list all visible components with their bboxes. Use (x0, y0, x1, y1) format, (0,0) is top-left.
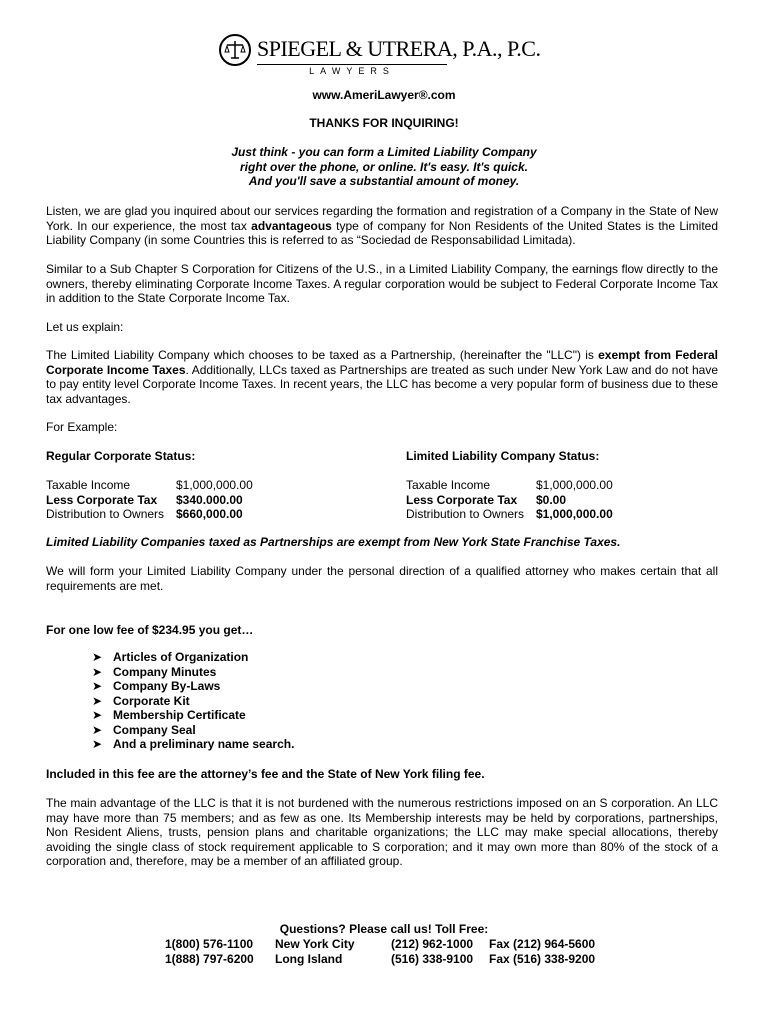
list-item: ➤ Company Minutes (92, 664, 217, 679)
list-item: ➤ Membership Certificate (92, 708, 246, 722)
list-item: ➤ Company By-Laws (92, 679, 221, 693)
tagline-line-2: right over the phone, or online. It's easy. It's quick. (240, 159, 528, 174)
tagline (0, 145, 768, 189)
contact-heading: Questions? Please call us! Toll Free: (279, 922, 489, 936)
thanks-heading: THANKS FOR INQUIRING! (309, 116, 459, 130)
attorney-paragraph: We will form your Limited Liability Company under the personal direction of a qualified attorney who makes certain that all requirements are met. (46, 564, 718, 593)
firm-name: SPIEGEL & UTRERA, P.A., P.C. (257, 36, 541, 61)
firm-logo (215, 30, 541, 78)
website-link[interactable]: www.AmeriLawyer®.com (312, 88, 456, 102)
explain-line: Let us explain: (46, 320, 124, 334)
contact-row: 1(800) 576-1100 New York City (212) 962-1000 Fax (212) 964-5600 (165, 937, 596, 951)
tagline-line-3: And you'll save a substantial amount of money. (248, 174, 520, 188)
office-phone[interactable]: (516) 338-9100 (391, 951, 474, 966)
logo-divider (257, 64, 447, 65)
tagline-line-1: Just think - you can form a Limited Liability Company (231, 145, 537, 159)
s-corp-paragraph: Similar to a Sub Chapter S Corporation for Citizens of the U.S., in a Limited Liability Company, the earnings flow directly to the owners, thereby eliminating Corporate Income Taxes. A regular corporation would be subject to Federal Corporate Income Tax in addition to the State Corporate Income Tax. (46, 262, 718, 305)
arrow-bullet-icon: ➤ (92, 679, 103, 693)
arrow-bullet-icon: ➤ (92, 693, 103, 708)
list-item: ➤ Articles of Organization (92, 650, 249, 664)
fee-included-note: Included in this fee are the attorney’s fee and the State of New York filing fee. (46, 767, 485, 781)
table-row: Taxable Income $1,000,000.00 (406, 478, 613, 492)
fee-heading: For one low fee of $234.95 you get… (46, 623, 254, 637)
toll-free-number[interactable]: 1(800) 576-1100 (165, 937, 254, 951)
firm-subtitle: LAWYERS (309, 66, 395, 76)
arrow-bullet-icon: ➤ (92, 737, 103, 751)
scales-of-justice-icon (219, 34, 251, 66)
table-row: Taxable Income $1,000,000.00 (46, 478, 253, 492)
arrow-bullet-icon: ➤ (92, 708, 103, 722)
contact-row: 1(888) 797-6200 Long Island (516) 338-9100 Fax (516) 338-9200 (165, 951, 596, 966)
table-row: Less Corporate Tax $0.00 (406, 492, 567, 507)
llc-status-table (406, 449, 613, 522)
office-phone[interactable]: (212) 962-1000 (391, 937, 474, 951)
included-items-list (92, 650, 294, 752)
llc-status-heading: Limited Liability Company Status: (406, 449, 600, 463)
example-label: For Example: (46, 420, 118, 434)
regular-corp-heading: Regular Corporate Status: (46, 449, 196, 463)
list-item: ➤ Corporate Kit (92, 693, 190, 708)
contact-table (165, 937, 595, 966)
intro-paragraph: Listen, we are glad you inquired about our services regarding the formation and registration of a Company in the State of New York. In our experience, the most tax advantageous type of company for Non Residents of the United States is the Limited Liability Company (in some Countries this is referred to as “Sociedad de Responsabilidad Limitada). (46, 204, 719, 247)
arrow-bullet-icon: ➤ (92, 650, 103, 664)
table-row: Less Corporate Tax $340.000.00 (46, 492, 243, 507)
franchise-tax-note: Limited Liability Companies taxed as Partnerships are exempt from New York State Franchise Taxes. (46, 535, 621, 549)
llc-paragraph: The Limited Liability Company which chooses to be taxed as a Partnership, (hereinafter the "LLC") is exempt from Federal Corporate Income Taxes. Additionally, LLCs taxed as Partnerships are treated as such under New York Law and do not have to pay entity level Corporate Income Taxes. In recent years, the LLC has become a very popular form of business due to these tax advantages. (46, 348, 718, 406)
regular-corp-table (46, 449, 253, 522)
arrow-bullet-icon: ➤ (92, 664, 103, 679)
table-row: Distribution to Owners $1,000,000.00 (406, 507, 613, 521)
arrow-bullet-icon: ➤ (92, 722, 103, 737)
list-item: ➤ Company Seal (92, 722, 196, 737)
list-item: ➤ And a preliminary name search. (92, 737, 295, 751)
toll-free-number[interactable]: 1(888) 797-6200 (165, 951, 254, 966)
llc-advantage-paragraph: The main advantage of the LLC is that it is not burdened with the numerous restrictions imposed on an S corporation. An LLC may have more than 75 members; and as few as one. Its Membership interests may be held by corporations, partnerships, Non Resident Aliens, trusts, pension plans and charitable organizations; the LLC may make special allocations, thereby avoiding the single class of stock requirement applicable to S corporation; and it may own more than 80% of the stock of a corporation and, therefore, may be a member of an affiliated group. (46, 796, 718, 868)
table-row: Distribution to Owners $660,000.00 (46, 507, 243, 521)
